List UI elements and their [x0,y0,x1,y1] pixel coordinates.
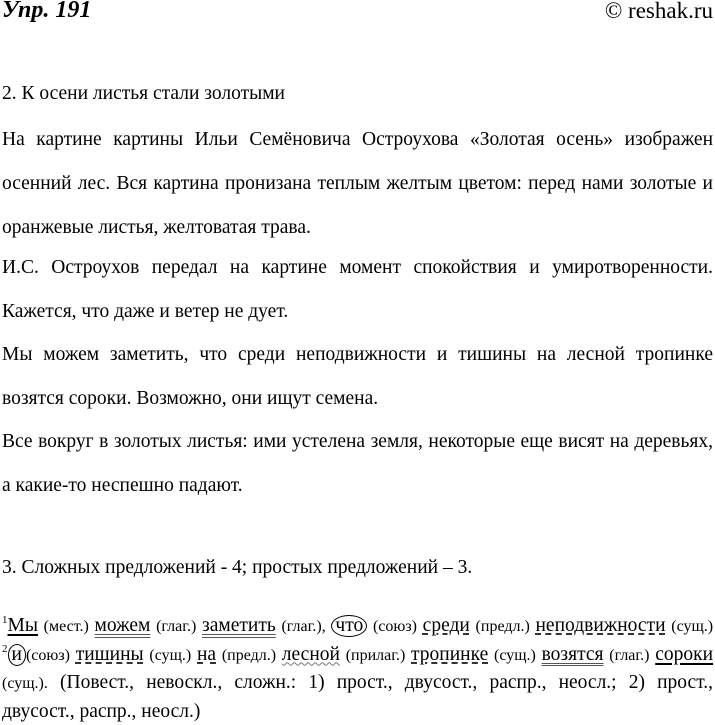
paragraph-4: Все вокруг в золотых листья: ими устелена земля, некоторые еще висят на деревьях, а какие-то неспешно падают. [2,431,713,496]
pos-label: (союз) [25,646,70,664]
pos-label: (предл.) [475,618,530,635]
pos-label: (мест.) [43,618,89,635]
subject-word: сороки [655,643,714,665]
pos-label: (союз) [372,618,417,635]
predicate-word: заметить [202,615,276,636]
conjunction-circled: и [8,644,26,666]
paragraph-2: И.С. Остроухов передал на картине момент спокойствия и умиротворенности. Кажется, что даже и ветер не дует. [2,257,713,322]
adverbial-word: неподвижности [535,615,666,636]
sentence-characteristics: (Повест., невоскл., сложн.: 1) прост., двусост., распр., неосл.; 2) прост., двусост., распр., неосл.) [2,672,714,722]
conjunction-circled: что [331,615,367,637]
adverbial-word: среди [422,615,470,636]
pos-label: (глаг.) [609,646,650,664]
pos-label: (сущ.) [494,646,536,664]
sentence-parse [2,612,713,725]
adverbial-word: тишины [75,643,144,665]
clause-marker-1: 1 [2,614,8,626]
pos-label: (глаг.), [281,618,326,635]
page-header [0,0,715,28]
section-2-heading: 2. К осени листья стали золотыми [2,83,285,104]
paragraph-1: На картине картины Ильи Семёновича Остроухова «Золотая осень» изображен осенний лес. Вся картина пронизана теплым желтым цветом: перед нами золотые и оранжевые листья, желтоватая трава. [2,129,713,238]
adverbial-word: на [197,643,217,665]
adverbial-word: тропинке [411,643,489,665]
predicate-word: можем [94,615,151,636]
pos-label: (сущ.) [671,618,714,635]
predicate-word: возятся [541,643,604,665]
section-3-summary: 3. Сложных предложений - 4; простых предложений – 3. [2,557,473,578]
pos-label: (прилаг.) [345,646,406,664]
pos-label: (предл.) [221,646,277,664]
copyright-label: © reshak.ru [604,0,713,23]
pos-label: (глаг.) [156,618,197,635]
paragraph-3: Мы можем заметить, что среди неподвижности и тишины на лесной тропинке возятся сороки. Возможно, они ищут семена. [2,344,713,409]
exercise-title: Упр. 191 [2,0,92,23]
pos-label: (сущ.) [149,646,192,664]
attribute-word: лесной [281,643,340,665]
pos-label: (сущ.). [2,675,48,692]
subject-word: Мы [7,615,38,636]
clause-marker-2: 2 [2,642,8,655]
